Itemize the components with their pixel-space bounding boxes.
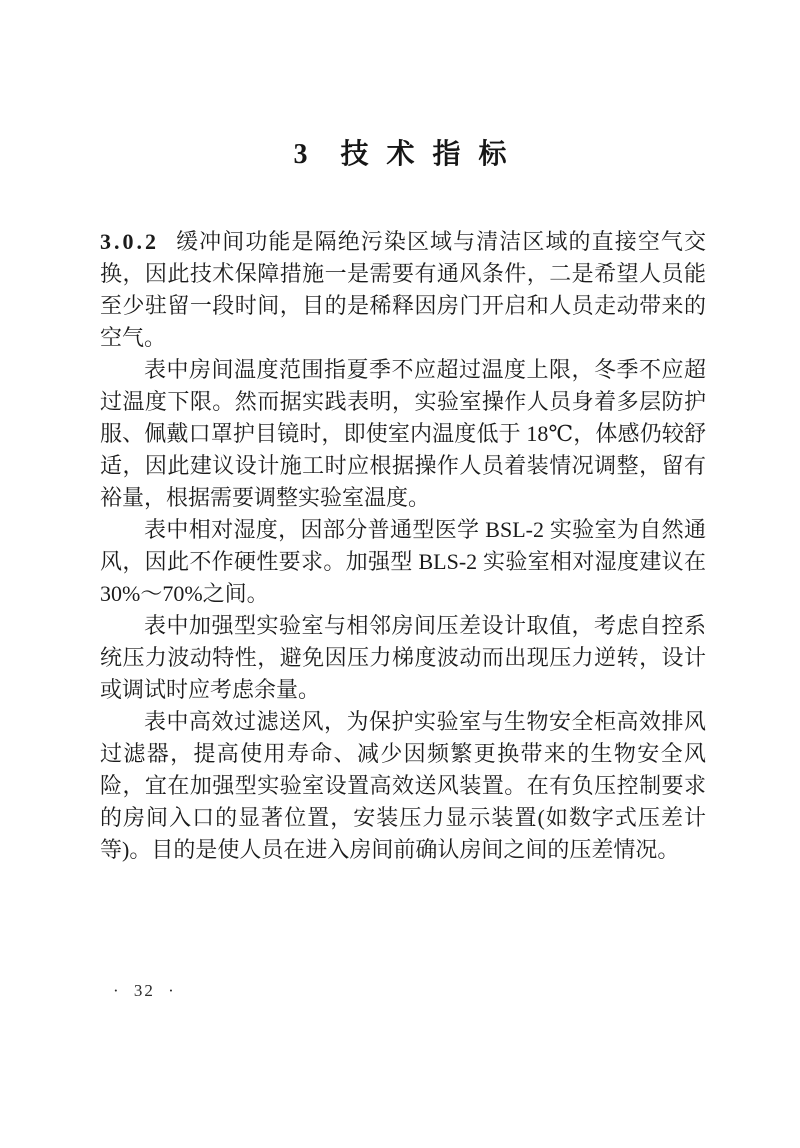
- paragraph-hepa-supply: 表中高效过滤送风，为保护实验室与生物安全柜高效排风过滤器，提高使用寿命、减少因频繁更换带来的生物安全风险，宜在加强型实验室设置高效送风装置。在有负压控制要求的房间入口的显著位置，安装压力显示装置(如数字式压差计等)。目的是使人员在进入房间前确认房间之间的压差情况。: [100, 709, 706, 862]
- chapter-title: [0, 132, 800, 172]
- paragraph-humidity: 表中相对湿度，因部分普通型医学 BSL-2 实验室为自然通风，因此不作硬性要求。加强型 BLS-2 实验室相对湿度建议在 30%～70%之间。: [100, 517, 706, 606]
- clause-number: 3.0.2: [100, 229, 159, 254]
- paragraph-pressure: 表中加强型实验室与相邻房间压差设计取值，考虑自控系统压力波动特性，避免因压力梯度波动而出现压力逆转，设计或调试时应考虑余量。: [100, 613, 706, 702]
- chapter-number: 3: [293, 139, 308, 170]
- clause-text: 缓冲间功能是隔绝污染区域与清洁区域的直接空气交换，因此技术保障措施一是需要有通风条件，二是希望人员能至少驻留一段时间，目的是稀释因房门开启和人员走动带来的空气。: [100, 229, 706, 350]
- paragraph-temperature: 表中房间温度范围指夏季不应超过温度上限，冬季不应超过温度下限。然而据实践表明，实验室操作人员身着多层防护服、佩戴口罩护目镜时，即使室内温度低于 18℃，体感仍较舒适，因此建议设计施工时应根据操作人员着装情况调整，留有裕量，根据需要调整实验室温度。: [100, 357, 706, 510]
- body-text: [100, 226, 706, 866]
- chapter-title-text: 技术指标: [340, 139, 525, 170]
- page-number: · 32 ·: [113, 981, 176, 1000]
- paragraph-clause-3-0-2: [100, 226, 706, 354]
- page-footer: [113, 981, 176, 1001]
